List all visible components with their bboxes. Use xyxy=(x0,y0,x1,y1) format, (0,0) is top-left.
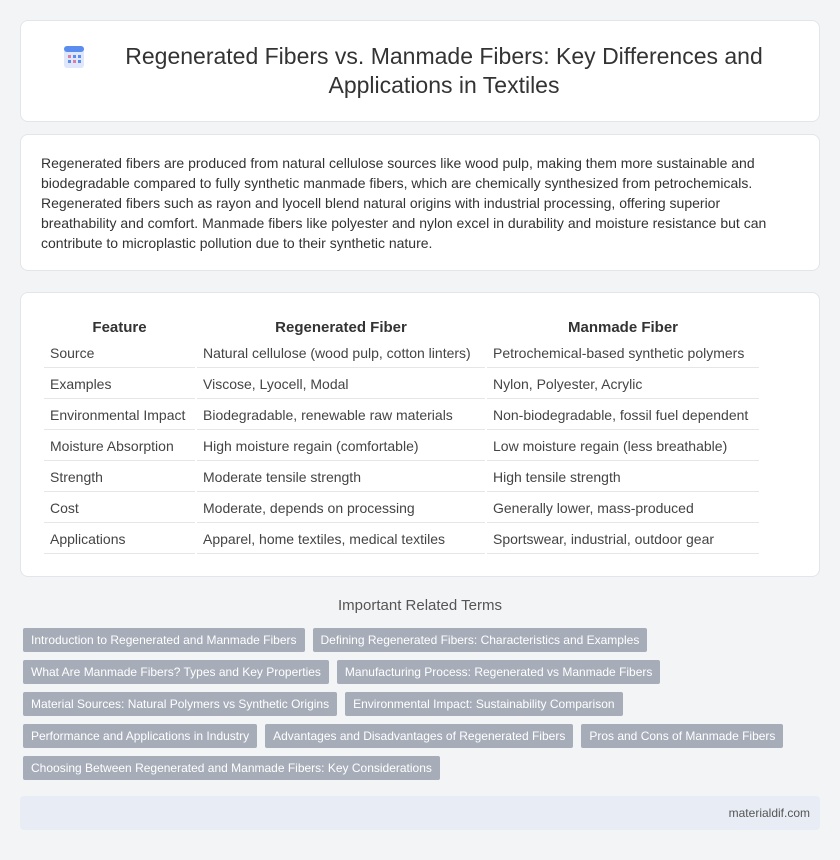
table-cell: Moisture Absorption xyxy=(44,432,195,461)
related-term-tag[interactable]: Material Sources: Natural Polymers vs Synthetic Origins xyxy=(23,692,337,716)
footer-site-link[interactable]: materialdif.com xyxy=(728,806,810,820)
table-cell: Cost xyxy=(44,494,195,523)
document-icon xyxy=(61,44,87,70)
comparison-table xyxy=(42,315,761,556)
related-term-tag[interactable]: Pros and Cons of Manmade Fibers xyxy=(581,724,783,748)
table-row xyxy=(44,339,759,368)
table-cell: Source xyxy=(44,339,195,368)
related-term-tag[interactable]: Environmental Impact: Sustainability Comparison xyxy=(345,692,622,716)
column-header-regenerated: Regenerated Fiber xyxy=(275,318,407,336)
related-term-tag[interactable]: Performance and Applications in Industry xyxy=(23,724,257,748)
title-card xyxy=(20,20,820,122)
table-row xyxy=(44,432,759,461)
related-term-tag[interactable]: Advantages and Disadvantages of Regenerated Fibers xyxy=(265,724,573,748)
table-cell: Petrochemical-based synthetic polymers xyxy=(487,339,759,368)
related-term-tag[interactable]: Defining Regenerated Fibers: Characteristics and Examples xyxy=(313,628,648,652)
table-cell: Applications xyxy=(44,525,195,554)
table-row xyxy=(44,463,759,492)
table-cell: Low moisture regain (less breathable) xyxy=(487,432,759,461)
table-row xyxy=(44,525,759,554)
related-term-tag[interactable]: Manufacturing Process: Regenerated vs Manmade Fibers xyxy=(337,660,660,684)
table-row xyxy=(44,370,759,399)
intro-card xyxy=(20,134,820,271)
table-cell: Viscose, Lyocell, Modal xyxy=(197,370,485,399)
table-cell: Apparel, home textiles, medical textiles xyxy=(197,525,485,554)
table-cell: Moderate tensile strength xyxy=(197,463,485,492)
table-cell: Sportswear, industrial, outdoor gear xyxy=(487,525,759,554)
table-cell: Environmental Impact xyxy=(44,401,195,430)
table-cell: High tensile strength xyxy=(487,463,759,492)
related-terms-list xyxy=(23,628,823,780)
related-term-tag[interactable]: What Are Manmade Fibers? Types and Key Properties xyxy=(23,660,329,684)
table-cell: Strength xyxy=(44,463,195,492)
table-cell: Generally lower, mass-produced xyxy=(487,494,759,523)
table-cell: Biodegradable, renewable raw materials xyxy=(197,401,485,430)
table-row xyxy=(44,401,759,430)
related-terms-heading: Important Related Terms xyxy=(338,597,502,614)
table-header-row xyxy=(44,317,759,337)
column-header-feature: Feature xyxy=(92,318,147,336)
table-cell: Natural cellulose (wood pulp, cotton linters) xyxy=(197,339,485,368)
related-term-tag[interactable]: Introduction to Regenerated and Manmade Fibers xyxy=(23,628,305,652)
table-cell: Non-biodegradable, fossil fuel dependent xyxy=(487,401,759,430)
related-term-tag[interactable]: Choosing Between Regenerated and Manmade Fibers: Key Considerations xyxy=(23,756,440,780)
table-cell: High moisture regain (comfortable) xyxy=(197,432,485,461)
table-cell: Examples xyxy=(44,370,195,399)
table-row xyxy=(44,494,759,523)
intro-paragraph: Regenerated fibers are produced from natural cellulose sources like wood pulp, making them more sustainable and biodegradable compared to fully synthetic manmade fibers, which are chemically synthesized from petrochemicals. Regenerated fibers such as rayon and lyocell blend natural origins with industrial processing, offering superior breathability and comfort. Manmade fibers like polyester and nylon excel in durability and moisture resistance but can contribute to microplastic pollution due to their synthetic nature. xyxy=(41,155,767,251)
column-header-manmade: Manmade Fiber xyxy=(567,318,679,336)
footer xyxy=(20,796,820,830)
page-title: Regenerated Fibers vs. Manmade Fibers: Key Differences and Applications in Textiles xyxy=(125,43,763,98)
table-cell: Nylon, Polyester, Acrylic xyxy=(487,370,759,399)
comparison-table-card xyxy=(20,292,820,577)
table-cell: Moderate, depends on processing xyxy=(197,494,485,523)
